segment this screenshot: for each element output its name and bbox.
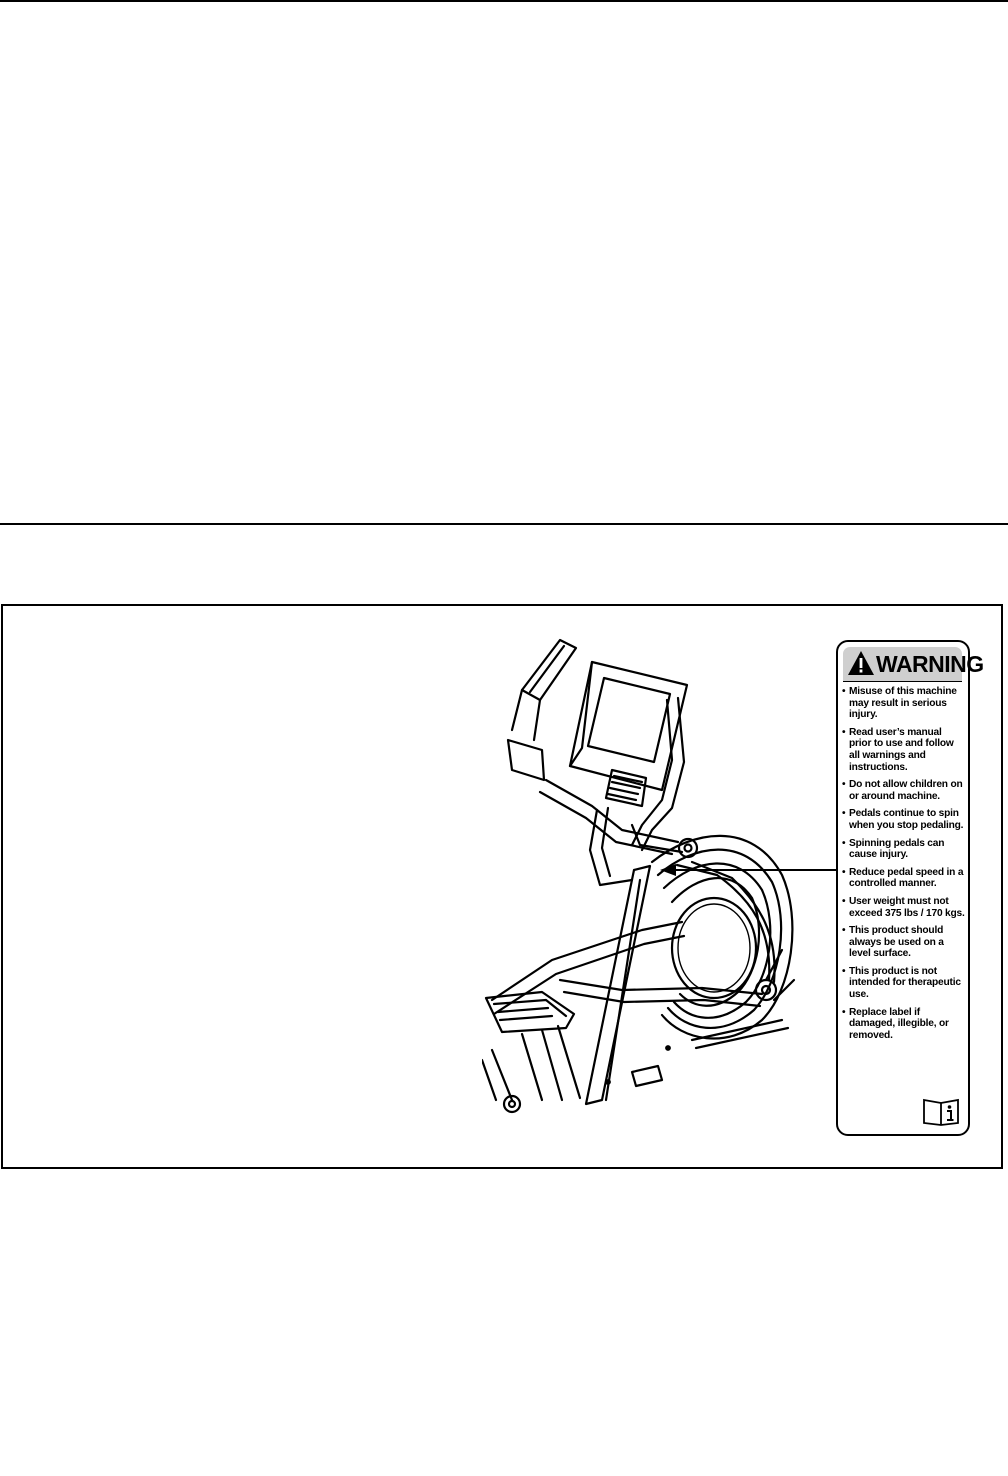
- warning-item: • Misuse of this machine may result in serious injury.: [842, 686, 966, 721]
- warning-list: [842, 686, 966, 1047]
- warning-item: • Reduce pedal speed in a controlled manner.: [842, 867, 966, 890]
- warning-title: WARNING: [876, 651, 984, 677]
- warning-item: • Do not allow children on or around machine.: [842, 779, 966, 802]
- section-divider: [0, 523, 1008, 525]
- warning-item: • Read user’s manual prior to use and follow all warnings and instructions.: [842, 727, 966, 773]
- warning-header: [843, 647, 984, 682]
- warning-item: • This product should always be used on a level surface.: [842, 925, 966, 960]
- warning-item: • User weight must not exceed 375 lbs / 170 kgs.: [842, 896, 966, 919]
- read-manual-icon: [922, 1096, 960, 1126]
- warning-item: • Spinning pedals can cause injury.: [842, 838, 966, 861]
- warning-item: • Replace label if damaged, illegible, or removed.: [842, 1007, 966, 1042]
- top-rule: [0, 0, 1008, 2]
- warning-item: • This product is not intended for therapeutic use.: [842, 966, 966, 1001]
- warning-item: • Pedals continue to spin when you stop pedaling.: [842, 808, 966, 831]
- label-pointer-line: [660, 864, 840, 876]
- warning-triangle-icon: [847, 650, 875, 676]
- warning-decal: [836, 640, 984, 1136]
